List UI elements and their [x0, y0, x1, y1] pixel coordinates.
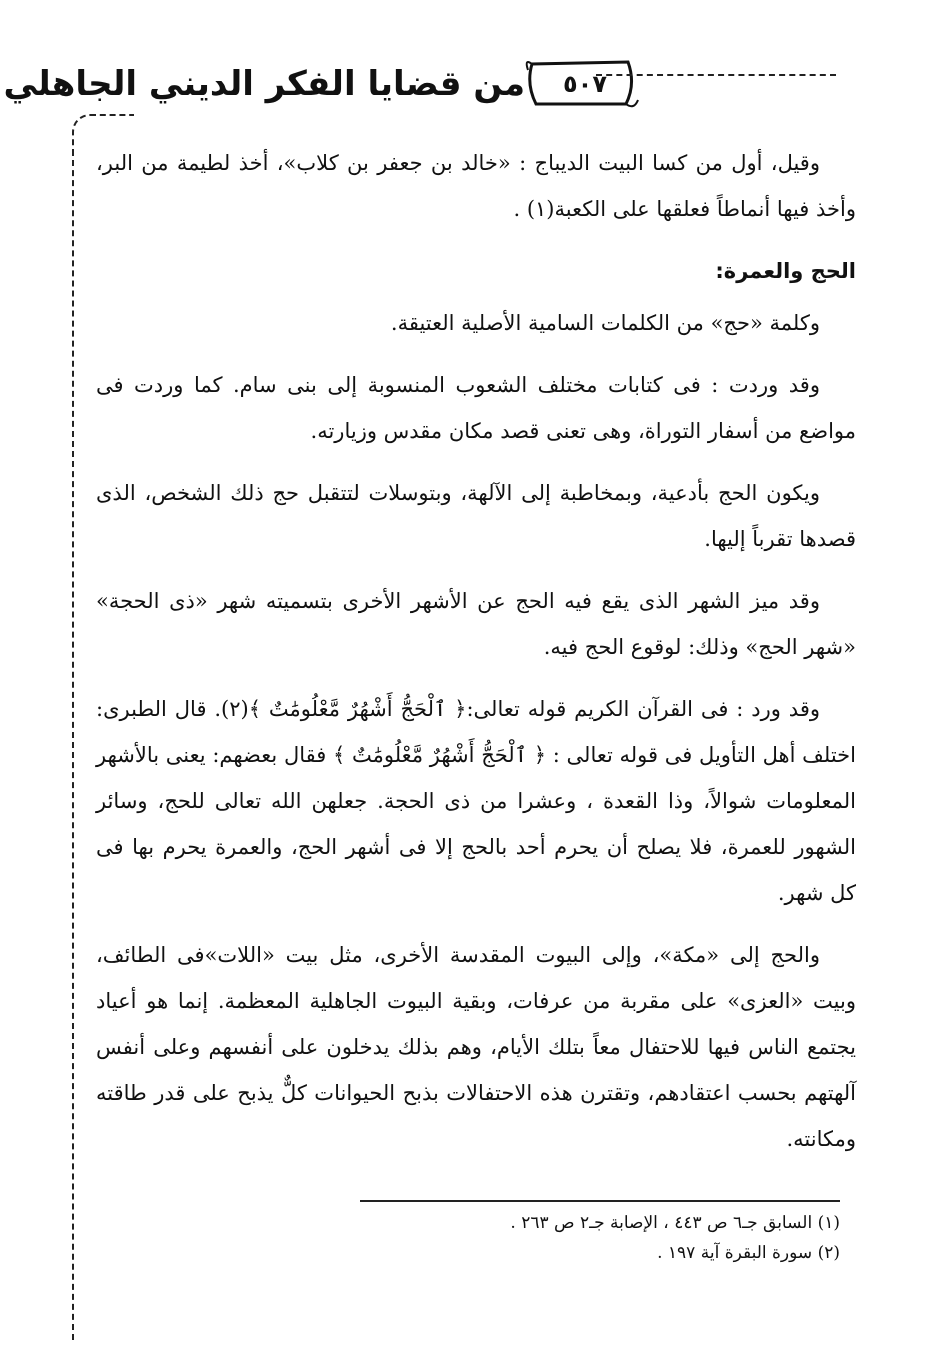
paragraph: والحج إلى «مكة»، وإلى البيوت المقدسة الأخرى، مثل بيت «اللات»فى الطائف، وبيت «العزى» على مقربة من عرفات، وبقية البيوت الجاهلية المعظمة. إنما هو أعياد يجتمع الناس فيها للاحتفال معاً بتلك الأيام، وهم بذلك يدخلون على أنفسهم وعلى أنفس آلهتهم بحسب اعتقادهم، وتقترن هذه الاحتفالات بذبح الحيوانات كلٌّ يذبح على قدر طاقته ومكانته.	[96, 943, 856, 1151]
header-rule	[596, 74, 836, 76]
paragraph: وقد ورد : فى القرآن الكريم قوله تعالى:﴿ ٱلْحَجُّ أَشْهُرٌ مَّعْلُومَٰتٌ ﴾(٢). قال الطبرى: اختلف أهل التأويل فى قوله تعالى : ﴿ ٱلْحَجُّ أَشْهُرٌ مَّعْلُومَٰتٌ ﴾ فقال بعضهم: يعنى بالأشهر المعلومات شوالاً، وذا القعدة ، وعشرا من ذى الحجة. جعلهن الله تعالى للحج، وسائر الشهور للعمرة، فلا يصلح أن يحرم أحد بالحج إلا فى أشهر الحج، والعمرة يحرم بها فى كل شهر.	[96, 697, 856, 905]
paragraph: ويكون الحج بأدعية، وبمخاطبة إلى الآلهة، وبتوسلات لتتقبل حج ذلك الشخص، الذى قصدها تقرباً إليها.	[96, 481, 856, 551]
page-number: ٥٠٧	[563, 70, 607, 98]
section-heading: الحج والعمرة:	[715, 259, 856, 283]
body-text	[96, 140, 856, 1178]
paragraph: وقد وردت : فى كتابات مختلف الشعوب المنسوبة إلى بنى سام. كما وردت فى مواضع من أسفار التوراة، وهى تعنى قصد مكان مقدس وزيارته.	[96, 373, 856, 443]
paragraph: وقد ميز الشهر الذى يقع فيه الحج عن الأشهر الأخرى بتسميته شهر «ذى الحجة» «شهر الحج» وذلك: لوقوع الحج فيه.	[96, 589, 856, 659]
paragraph: وقيل، أول من كسا البيت الديباج : «خالد بن جعفر بن كلاب»، أخذ لطيمة من البر، وأخذ فيها أنماطاً فعلقها على الكعبة(١) .	[96, 151, 856, 221]
footnote-separator	[360, 1200, 840, 1202]
page-header	[3, 50, 880, 110]
paragraph: وكلمة «حج» من الكلمات السامية الأصلية العتيقة.	[390, 311, 820, 335]
footnote: (٢) سورة البقرة آية ١٩٧ .	[657, 1243, 840, 1263]
footnote: (١) السابق جـ٦ ص ٤٤٣ ، الإصابة جـ٢ ص ٢٦٣ .	[510, 1213, 840, 1233]
frame-left-rule	[72, 150, 74, 1340]
footnotes	[360, 1208, 840, 1268]
running-title: من قضايا الفكر الديني الجاهلي	[3, 64, 525, 104]
